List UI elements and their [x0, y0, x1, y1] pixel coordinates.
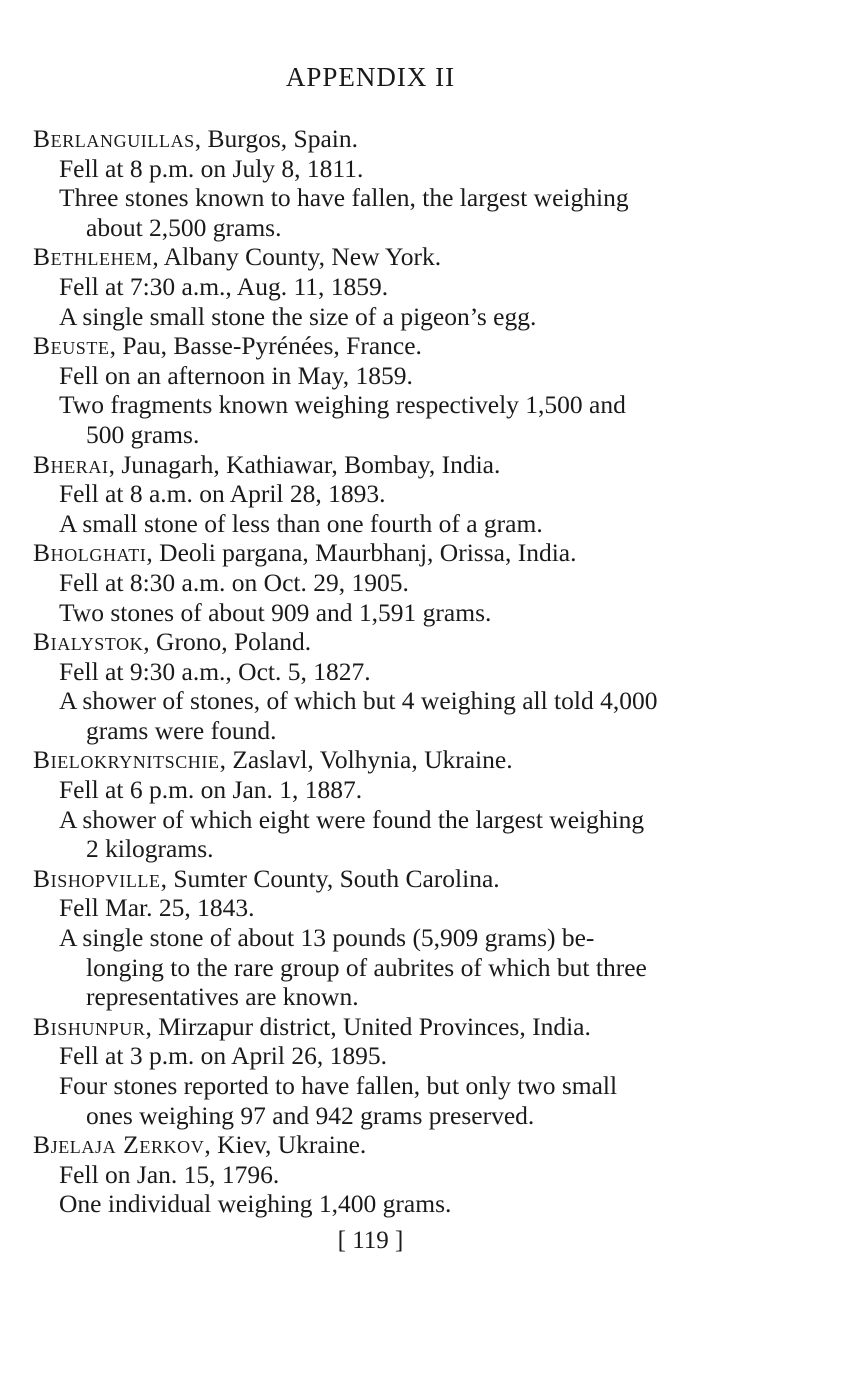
entry-line: A small stone of less than one fourth of a gram. [59, 508, 543, 538]
entry-name: Bishunpur [33, 1011, 146, 1041]
entry-bholghati [33, 538, 713, 627]
entry-beuste [33, 331, 713, 449]
page-title: APPENDIX II [285, 62, 456, 92]
entry-line: A single stone of about 13 pounds (5,909 grams) be- [59, 923, 595, 953]
page-number: [ 119 ] [337, 1227, 404, 1254]
entry-bialystok [33, 627, 713, 745]
entry-name: Bherai [33, 449, 109, 479]
entry-line: A single small stone the size of a pigeon’s egg. [59, 301, 537, 331]
entry-name: Bialystok [33, 627, 144, 657]
entry-place: , Pau, Basse-Pyrénées, France. [109, 331, 422, 361]
entry-place: , Sumter County, South Carolina. [160, 863, 500, 893]
entry-line: 2 kilograms. [86, 834, 214, 864]
entry-line: ones weighing 97 and 942 grams preserved. [86, 1100, 535, 1130]
entry-bishunpur [33, 1012, 713, 1130]
entry-bherai [33, 450, 713, 539]
entry-place: , Mirzapur district, United Provinces, India. [145, 1011, 591, 1041]
entry-line: Fell at 6 p.m. on Jan. 1, 1887. [59, 775, 363, 805]
entry-bishopville [33, 864, 713, 1012]
entry-line: A shower of stones, of which but 4 weighing all told 4,000 [59, 686, 658, 716]
entry-line: Fell at 3 p.m. on April 26, 1895. [59, 1041, 387, 1071]
entry-name: Berlanguillas [33, 124, 195, 153]
entry-name: Bholghati [33, 538, 147, 568]
entry-line: Fell at 7:30 a.m., Aug. 11, 1859. [59, 271, 389, 301]
entry-place: , Deoli pargana, Maurbhanj, Orissa, India. [146, 538, 577, 568]
entry-line: Fell at 9:30 a.m., Oct. 5, 1827. [59, 656, 371, 686]
entry-place: , Burgos, Spain. [194, 124, 358, 153]
entry-line: Four stones reported to have fallen, but only two small [59, 1071, 618, 1100]
entry-line: Fell at 8 p.m. on July 8, 1811. [59, 153, 364, 183]
entry-bethlehem [33, 242, 713, 331]
entry-line: about 2,500 grams. [86, 212, 282, 242]
entry-place: , Zaslavl, Volhynia, Ukraine. [219, 745, 513, 775]
entry-berlanguillas [33, 124, 713, 242]
entry-place: , Junagarh, Kathiawar, Bombay, India. [108, 449, 501, 479]
entry-place: , Grono, Poland. [143, 627, 312, 657]
entry-line: One individual weighing 1,400 grams. [59, 1189, 452, 1219]
entry-name: Bjelaja Zerkov [33, 1130, 205, 1160]
entry-line: A shower of which eight were found the largest weighing [59, 804, 645, 834]
entry-line: Fell on an afternoon in May, 1859. [59, 360, 413, 390]
entry-line: Fell at 8:30 a.m. on Oct. 29, 1905. [59, 567, 409, 597]
entry-line: Two stones of about 909 and 1,591 grams. [59, 597, 492, 627]
meteorite-entries [33, 124, 713, 1219]
entry-line: Three stones known to have fallen, the largest weighing [59, 183, 629, 213]
entry-line: Fell Mar. 25, 1843. [59, 893, 255, 923]
entry-name: Bielokrynitschie [33, 745, 220, 775]
entry-name: Bishopville [33, 863, 161, 893]
entry-bjelaja-zerkov [33, 1130, 713, 1219]
entry-line: grams were found. [86, 715, 277, 745]
entry-line: Fell at 8 a.m. on April 28, 1893. [59, 479, 386, 509]
entry-line: longing to the rare group of aubrites of which but three [86, 952, 647, 982]
entry-line: representatives are known. [86, 982, 359, 1012]
entry-bielokrynitschie [33, 745, 713, 863]
entry-name: Bethlehem [33, 242, 153, 272]
entry-line: 500 grams. [86, 419, 200, 449]
entry-place: , Kiev, Ukraine. [204, 1130, 367, 1160]
entry-place: , Albany County, New York. [152, 242, 442, 272]
entry-line: Fell on Jan. 15, 1796. [59, 1159, 280, 1189]
entry-name: Beuste [33, 331, 110, 361]
entry-line: Two fragments known weighing respectively 1,500 and [59, 390, 626, 420]
